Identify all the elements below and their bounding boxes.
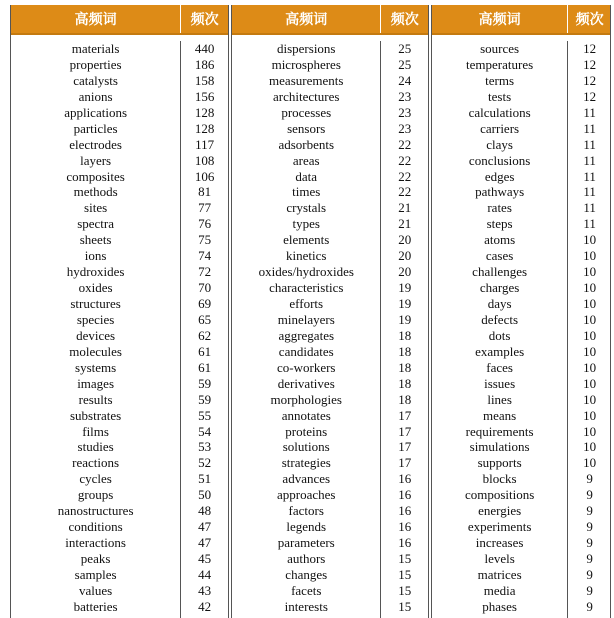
word-cell: simulations: [469, 439, 530, 455]
word-cell: characteristics: [269, 280, 344, 296]
word-cell: cycles: [79, 471, 112, 487]
word-cell: minelayers: [277, 311, 335, 327]
word-cell: values: [79, 582, 113, 598]
word-cell: images: [77, 375, 115, 391]
frequency-cell: 74: [198, 248, 212, 264]
frequency-cell: 128: [194, 120, 215, 136]
frequency-cell: 12: [583, 56, 597, 72]
word-cell: measurements: [269, 72, 344, 88]
frequency-cell: 106: [194, 168, 215, 184]
header-word-label: 高频词: [478, 12, 521, 28]
frequency-cell: 25: [398, 41, 412, 56]
frequency-cell: 43: [198, 582, 212, 598]
frequency-cell: 21: [398, 200, 412, 216]
panel-1-header: [11, 5, 228, 35]
frequency-cell: 15: [398, 582, 412, 598]
frequency-cell: 61: [198, 359, 212, 375]
word-cell: dots: [488, 327, 511, 343]
header-frequency-label: 频次: [380, 5, 428, 33]
frequency-cell: 65: [198, 311, 212, 327]
word-cell: interactions: [65, 535, 126, 551]
word-cell: proteins: [285, 423, 328, 439]
word-cell: means: [483, 407, 517, 423]
word-cell: changes: [285, 566, 328, 582]
word-cell: steps: [486, 216, 513, 232]
frequency-table: [10, 5, 611, 618]
word-cell: samples: [74, 566, 117, 582]
word-cell: authors: [287, 551, 326, 566]
word-cell: efforts: [289, 296, 324, 311]
frequency-cell: 18: [398, 375, 412, 391]
frequency-cell: 47: [198, 519, 212, 535]
word-cell: times: [292, 184, 321, 200]
word-cell: charges: [479, 280, 520, 296]
frequency-cell: 50: [198, 487, 212, 503]
frequency-cell: 59: [198, 391, 212, 407]
word-cell: faces: [486, 359, 513, 375]
frequency-cell: 18: [398, 343, 412, 359]
panel-3-body: [432, 35, 611, 618]
frequency-cell: 12: [583, 88, 597, 104]
word-cell: architectures: [273, 88, 340, 104]
frequency-cell: 9: [586, 582, 593, 598]
word-cell: legends: [286, 519, 327, 535]
word-cell: co-workers: [277, 359, 336, 375]
word-cell: terms: [485, 72, 515, 88]
word-cell: advances: [282, 471, 331, 487]
frequency-cell: 16: [398, 535, 412, 551]
frequency-cell: 128: [194, 104, 215, 120]
frequency-cell: 16: [398, 519, 412, 535]
frequency-cell: 42: [198, 598, 212, 614]
frequency-cell: 11: [583, 152, 596, 168]
frequency-cell: 47: [198, 535, 212, 551]
word-cell: types: [292, 216, 320, 232]
frequency-cell: 108: [194, 152, 215, 168]
word-cell: peaks: [80, 551, 111, 566]
frequency-cell: 16: [398, 487, 412, 503]
word-cell: increases: [475, 535, 524, 551]
word-cell: sheets: [79, 232, 112, 248]
word-cell: adsorbents: [278, 136, 335, 152]
word-cell: studies: [77, 439, 114, 455]
frequency-cell: 9: [586, 471, 593, 487]
frequency-cell: 9: [586, 566, 593, 582]
frequency-cell: 62: [198, 327, 212, 343]
word-column: [232, 41, 380, 618]
frequency-cell: 72: [198, 264, 212, 280]
frequency-cell: 10: [583, 439, 597, 455]
word-cell: edges: [484, 168, 515, 184]
frequency-cell: 9: [586, 487, 593, 503]
word-cell: tests: [488, 88, 512, 104]
frequency-cell: 54: [198, 423, 212, 439]
word-cell: films: [82, 423, 109, 439]
frequency-column: [380, 41, 428, 618]
word-cell: derivatives: [277, 375, 335, 391]
word-cell: batteries: [73, 598, 118, 614]
word-cell: layers: [80, 152, 112, 168]
frequency-cell: 76: [198, 216, 212, 232]
frequency-cell: 69: [198, 296, 212, 311]
word-cell: ions: [84, 248, 107, 264]
word-cell: aggregates: [278, 327, 335, 343]
word-cell: pathways: [475, 184, 525, 200]
header-word-label: 高频词: [285, 12, 328, 28]
frequency-cell: 10: [583, 375, 597, 391]
word-cell: media: [483, 582, 516, 598]
frequency-cell: 10: [583, 391, 597, 407]
frequency-cell: 10: [583, 264, 597, 280]
word-cell: clays: [486, 136, 513, 152]
panel-1: [11, 5, 229, 618]
word-cell: factors: [288, 503, 324, 519]
word-cell: days: [487, 296, 512, 311]
frequency-cell: 61: [198, 343, 212, 359]
word-cell: reactions: [72, 455, 120, 471]
word-cell: spectra: [77, 216, 115, 232]
word-cell: cases: [485, 248, 514, 264]
word-cell: solutions: [282, 439, 330, 455]
frequency-cell: 11: [583, 168, 596, 184]
frequency-cell: 18: [398, 391, 412, 407]
word-cell: materials: [71, 41, 120, 56]
frequency-cell: 48: [198, 503, 212, 519]
word-cell: requirements: [465, 423, 534, 439]
word-cell: conditions: [68, 519, 123, 535]
word-cell: properties: [69, 56, 122, 72]
frequency-cell: 22: [398, 168, 412, 184]
frequency-cell: 20: [398, 232, 412, 248]
frequency-cell: 440: [194, 41, 215, 56]
word-cell: carriers: [480, 120, 520, 136]
frequency-cell: 17: [398, 455, 412, 471]
frequency-cell: 77: [198, 200, 212, 216]
word-cell: blocks: [482, 471, 517, 487]
word-cell: candidates: [278, 343, 334, 359]
word-cell: challenges: [472, 264, 528, 280]
frequency-cell: 9: [586, 503, 593, 519]
frequency-cell: 158: [194, 72, 215, 88]
frequency-cell: 15: [398, 566, 412, 582]
word-cell: molecules: [69, 343, 122, 359]
word-cell: facets: [291, 582, 322, 598]
word-cell: examples: [475, 343, 525, 359]
word-cell: approaches: [277, 487, 336, 503]
word-cell: parameters: [277, 535, 335, 551]
frequency-cell: 11: [583, 136, 596, 152]
frequency-cell: 10: [583, 232, 597, 248]
word-cell: calculations: [468, 104, 531, 120]
word-cell: matrices: [477, 566, 522, 582]
word-cell: composites: [66, 168, 125, 184]
word-cell: substrates: [69, 407, 122, 423]
frequency-cell: 22: [398, 184, 412, 200]
frequency-cell: 10: [583, 311, 597, 327]
frequency-cell: 55: [198, 407, 212, 423]
frequency-cell: 9: [586, 598, 593, 614]
panel-3: [431, 5, 611, 618]
word-cell: electrodes: [69, 136, 122, 152]
frequency-cell: 81: [198, 184, 212, 200]
word-cell: atoms: [484, 232, 516, 248]
frequency-cell: 53: [198, 439, 212, 455]
word-cell: oxides: [78, 280, 113, 296]
word-cell: dispersions: [276, 41, 336, 56]
word-cell: issues: [484, 375, 516, 391]
word-cell: sites: [84, 200, 108, 216]
word-cell: areas: [292, 152, 320, 168]
word-cell: processes: [281, 104, 332, 120]
frequency-cell: 20: [398, 248, 412, 264]
frequency-column: [180, 41, 228, 618]
frequency-cell: 17: [398, 439, 412, 455]
header-frequency-label: 频次: [567, 5, 611, 33]
frequency-cell: 10: [583, 455, 597, 471]
word-cell: experiments: [467, 519, 532, 535]
word-column: [432, 41, 567, 618]
word-cell: hydroxides: [66, 264, 125, 280]
word-cell: results: [78, 391, 113, 407]
panel-2: [231, 5, 429, 618]
frequency-cell: 15: [398, 551, 412, 566]
panel-2-header: [232, 5, 428, 35]
frequency-cell: 186: [194, 56, 215, 72]
frequency-cell: 24: [398, 72, 412, 88]
frequency-column: [567, 41, 611, 618]
frequency-cell: 9: [586, 519, 593, 535]
frequency-cell: 52: [198, 455, 212, 471]
word-cell: devices: [76, 327, 116, 343]
word-cell: morphologies: [270, 391, 342, 407]
frequency-cell: 10: [583, 296, 597, 311]
word-cell: crystals: [286, 200, 327, 216]
word-cell: interests: [284, 598, 328, 614]
frequency-cell: 156: [194, 88, 215, 104]
frequency-cell: 23: [398, 88, 412, 104]
header-word-label: 高频词: [74, 12, 117, 28]
word-cell: supports: [477, 455, 522, 471]
word-cell: microspheres: [271, 56, 341, 72]
frequency-cell: 44: [198, 566, 212, 582]
panel-1-body: [11, 35, 228, 618]
frequency-cell: 75: [198, 232, 212, 248]
word-cell: kinetics: [286, 248, 327, 264]
word-cell: sensors: [287, 120, 326, 136]
frequency-cell: 10: [583, 280, 597, 296]
frequency-cell: 10: [583, 343, 597, 359]
frequency-cell: 117: [195, 136, 215, 152]
frequency-cell: 23: [398, 104, 412, 120]
word-cell: strategies: [281, 455, 331, 471]
frequency-cell: 20: [398, 264, 412, 280]
frequency-cell: 11: [583, 216, 596, 232]
word-cell: rates: [487, 200, 512, 216]
frequency-cell: 17: [398, 423, 412, 439]
frequency-cell: 19: [398, 280, 412, 296]
frequency-cell: 10: [583, 423, 597, 439]
frequency-cell: 70: [198, 280, 212, 296]
word-cell: applications: [64, 104, 128, 120]
word-cell: annotates: [281, 407, 331, 423]
word-cell: systems: [75, 359, 117, 375]
frequency-cell: 18: [398, 359, 412, 375]
frequency-cell: 16: [398, 471, 412, 487]
frequency-cell: 10: [583, 248, 597, 264]
word-cell: defects: [481, 311, 519, 327]
word-cell: species: [76, 311, 115, 327]
word-cell: particles: [73, 120, 118, 136]
frequency-cell: 9: [586, 535, 593, 551]
word-cell: structures: [70, 296, 121, 311]
panel-3-header: [432, 5, 611, 35]
word-cell: elements: [283, 232, 330, 248]
word-cell: catalysts: [73, 72, 118, 88]
frequency-cell: 59: [198, 375, 212, 391]
frequency-cell: 11: [583, 104, 596, 120]
panel-2-body: [232, 35, 428, 618]
frequency-cell: 11: [583, 120, 596, 136]
word-column: [11, 41, 180, 618]
frequency-cell: 19: [398, 296, 412, 311]
frequency-cell: 45: [198, 551, 212, 566]
frequency-cell: 10: [583, 327, 597, 343]
frequency-cell: 18: [398, 327, 412, 343]
word-cell: compositions: [464, 487, 535, 503]
frequency-cell: 22: [398, 152, 412, 168]
frequency-cell: 11: [583, 200, 596, 216]
word-cell: phases: [482, 598, 517, 614]
word-cell: anions: [78, 88, 113, 104]
frequency-cell: 16: [398, 503, 412, 519]
word-cell: data: [295, 168, 318, 184]
frequency-cell: 22: [398, 136, 412, 152]
frequency-cell: 10: [583, 407, 597, 423]
frequency-cell: 12: [583, 72, 597, 88]
frequency-cell: 23: [398, 120, 412, 136]
frequency-cell: 12: [583, 41, 597, 56]
word-cell: nanostructures: [57, 503, 134, 519]
word-cell: levels: [484, 551, 515, 566]
word-cell: groups: [77, 487, 114, 503]
frequency-cell: 9: [586, 551, 593, 566]
word-cell: conclusions: [468, 152, 531, 168]
word-cell: energies: [478, 503, 522, 519]
frequency-cell: 25: [398, 56, 412, 72]
frequency-cell: 21: [398, 216, 412, 232]
word-cell: methods: [73, 184, 118, 200]
frequency-cell: 15: [398, 598, 412, 614]
word-cell: temperatures: [466, 56, 534, 72]
frequency-cell: 10: [583, 359, 597, 375]
frequency-cell: 51: [198, 471, 212, 487]
word-cell: sources: [480, 41, 520, 56]
frequency-cell: 17: [398, 407, 412, 423]
word-cell: oxides/hydroxides: [258, 264, 354, 280]
frequency-cell: 11: [583, 184, 596, 200]
frequency-cell: 19: [398, 311, 412, 327]
header-frequency-label: 频次: [180, 5, 228, 33]
word-cell: lines: [487, 391, 512, 407]
